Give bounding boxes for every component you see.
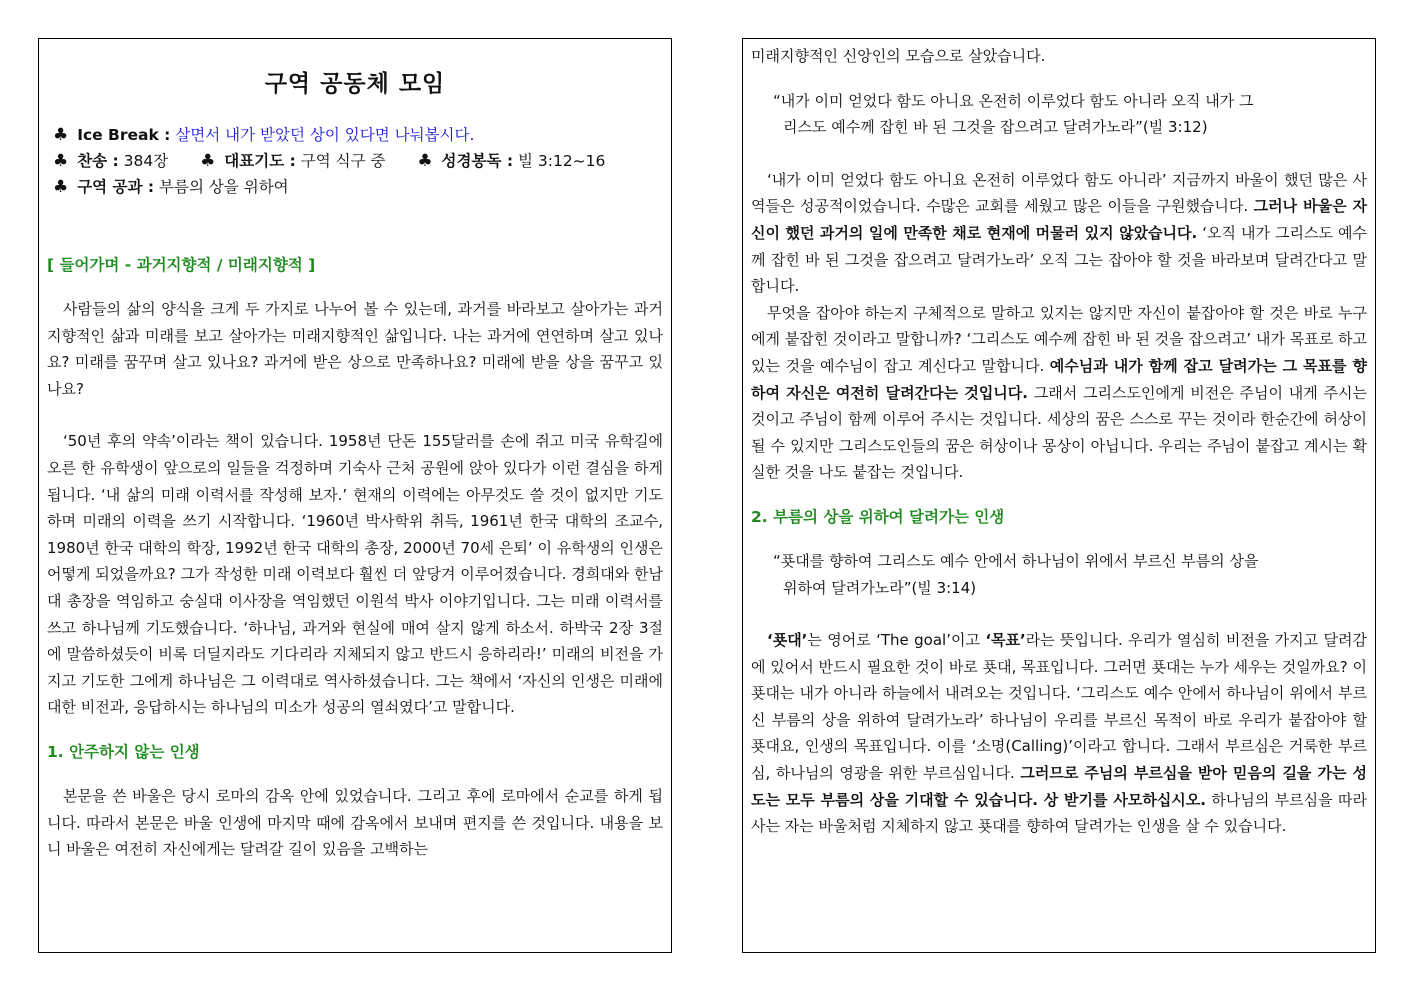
club-icon: ♣ (417, 151, 433, 171)
order-row (53, 148, 663, 174)
club-icon: ♣ (53, 151, 69, 171)
quote2-line2: 위하여 달려가노라”(빌 3:14) (783, 578, 977, 597)
p3-bold-1: ‘푯대’ (767, 631, 808, 650)
p2-text-a: 무엇을 잡아야 하는지 구체적으로 말하고 있지는 않지만 자신이 붙잡아야 할 것은 바로 누구에게 붙잡힌 것이라고 말합니까? ‘그리스도 예수께 잡힌 바 된 것을 잡으려고’ 내가 목표로 하고 있는 것을 예수님이 잡고 계신다고 말합니다. (751, 303, 1367, 375)
intro-heading: [ 들어가며 - 과거지향적 / 미래지향적 ] (47, 256, 316, 274)
p1-bold: 그러나 바울은 자신이 했던 과거의 일에 만족한 채로 현재에 머물러 있지 않았습니다. (751, 197, 1367, 242)
p3-text-a: 는 영어로 ‘The goal’이고 (807, 631, 986, 650)
p3-bold-2: ‘목표’ (985, 631, 1026, 650)
lesson-label: 구역 공과 : (77, 178, 155, 196)
prayer-value: 구역 식구 중 (300, 152, 386, 170)
section1-paragraph-1: 본문을 쓴 바울은 당시 로마의 감옥 안에 있었습니다. 그리고 후에 로마에서 순교를 하게 됩니다. 따라서 본문은 바울 인생에 마지막 때에 감옥에서 보내며 편지를 쓴 것입니다. 내용을 보니 바울은 여전히 자신에게는 달려갈 길이 있음을 고백하는 (47, 786, 663, 859)
club-icon: ♣ (53, 177, 69, 197)
p2-text-b: 그래서 그리스도인에게 비전은 주님이 내게 주시는 것이고 주님이 함께 이루어 주시는 것입니다. 세상의 꿈은 스스로 꾸는 것이라 한순간에 허상이 될 수 있지만 그리스도인들의 꿈은 허상이나 몽상이 아닙니다. 우리는 주님이 붙잡고 계시는 확실한 것을 나도 붙잡는 것입니다. (751, 383, 1368, 482)
hymn-label: 찬송 : (77, 152, 119, 170)
p3-text-c: 하나님의 부르심을 따라 사는 자는 바울처럼 지체하지 않고 푯대를 향하여 달려가는 인생을 살 수 있습니다. (751, 790, 1367, 836)
section2-paragraph-1 (751, 627, 1367, 840)
section2-heading: 2. 부름의 상을 위하여 달려가는 인생 (751, 507, 1005, 526)
p3-bold-3: 그러므로 주님의 부르심을 받아 믿음의 길을 가는 성도는 모두 부름의 상을 기대할 수 있습니다. 상 받기를 사모하십시오. (751, 764, 1367, 809)
meeting-info (47, 122, 663, 200)
quote1-line1: “내가 이미 얻었다 함도 아니요 온전히 이루었다 함도 아니라 오직 내가 그 (773, 91, 1254, 110)
icebreak-row (53, 122, 663, 148)
bible-label: 성경봉독 : (441, 152, 514, 170)
p2-bold: 예수님과 내가 함께 잡고 달려가는 그 목표를 향하여 자신은 여전히 달려간다는 것입니다. (751, 356, 1367, 402)
lesson-value: 부름의 상을 위하여 (159, 178, 289, 196)
lesson-row (53, 174, 663, 200)
p1-text-b: ‘오직 내가 그리스도 예수께 잡힌 바 된 그것을 잡으려고 달려가노라’ 오직 그는 잡아야 할 것을 바라보며 달려간다고 말합니다. (751, 223, 1367, 296)
p1-text-a: ‘내가 이미 얻었다 함도 아니요 온전히 이루었다 함도 아니라’ 지금까지 바울이 했던 많은 사역들은 성공적이었습니다. 수많은 교회를 세웠고 많은 이들을 구원했습니다. (751, 170, 1367, 216)
quote2-line1: “푯대를 향하여 그리스도 예수 안에서 하나님이 위에서 부르신 부름의 상을 (773, 551, 1259, 570)
hymn-value: 384장 (123, 152, 169, 170)
icebreak-value: 살면서 내가 받았던 상이 있다면 나눠봅시다. (175, 126, 475, 144)
page-title: 구역 공동체 모임 (264, 71, 446, 97)
intro-paragraph-2: ‘50년 후의 약속’이라는 책이 있습니다. 1958년 단돈 155달러를 손에 쥐고 미국 유학길에 오른 한 유학생이 앞으로의 일들을 걱정하며 기숙사 근처 공원에 앉아 있다가 이런 결심을 하게 됩니다. ‘내 삶의 미래 이력서를 작성해 보자.’ 현재의 이력에는 아무것도 쓸 것이 없지만 기도하며 미래의 이력을 쓰기 시작합니다. ‘1960년 박사학위 취득, 1961년 한국 대학의 조교수, 1980년 한국 대학의 학장, 1992년 한국 대학의 총장, 2000년 70세 은퇴’ 이 유학생의 인생은 어떻게 되었을까요? 그가 작성한 미래 이력보다 훨씬 더 앞당겨 이루어졌습니다. 경희대와 한남대 총장을 역임하고 숭실대 이사장을 역임했던 이원석 박사 이야기입니다. 그는 미래 이력서를 쓰고 하나님께 기도했습니다. ‘하나님, 과거와 현실에 매여 살지 않게 하소서. 하박국 2장 3절에 말씀하셨듯이 비록 더딜지라도 기다리라 지체되지 않고 반드시 응하리라!’ 미래의 비전을 가지고 기도한 그에게 하나님은 그 이력대로 역사하셨습니다. 그는 책에서 ‘자신의 인생은 미래에 대한 비전과, 응답하시는 하나님의 미소가 성공의 열쇠였다’고 말합니다. (47, 432, 663, 717)
scripture-quote-1 (751, 88, 1367, 141)
left-page (38, 38, 672, 953)
continued-line: 미래지향적인 신앙인의 모습으로 살았습니다. (751, 47, 1046, 65)
prayer-label: 대표기도 : (224, 152, 296, 170)
section1-heading: 1. 안주하지 않는 인생 (47, 742, 200, 761)
section1-paragraph-2 (751, 167, 1367, 300)
p3-text-b: 라는 뜻입니다. 우리가 열심히 비전을 가지고 달려감에 있어서 반드시 필요한 것이 바로 푯대, 목표입니다. 그러면 푯대는 누가 세우는 것일까요? 이 푯대는 내가 아니라 하늘에서 내려오는 것입니다. ‘그리스도 예수 안에서 하나님이 위에서 부르신 부름의 상을 위하여 달려가노라’ 하나님이 우리를 부르신 목적이 바로 우리가 붙잡아야 할 푯대요, 인생의 목표입니다. 이를 ‘소명(Calling)’이라고 합니다. 그래서 부르심은 거룩한 부르심, 하나님의 영광을 위한 부르심입니다. (751, 631, 1367, 783)
section1-paragraph-3 (751, 300, 1367, 486)
scripture-quote-2 (751, 548, 1367, 601)
icebreak-label: Ice Break : (77, 126, 171, 144)
quote1-line2: 리스도 예수께 잡힌 바 된 그것을 잡으려고 달려가노라”(빌 3:12) (783, 118, 1208, 137)
intro-paragraph-1: 사람들의 삶의 양식을 크게 두 가지로 나누어 볼 수 있는데, 과거를 바라보고 살아가는 과거지향적인 삶과 미래를 보고 살아가는 미래지향적인 삶입니다. 나는 과거에 연연하며 살고 있나요? 미래를 꿈꾸며 살고 있나요? 과거에 받은 상으로 만족하나요? 미래에 받을 상을 꿈꾸고 있나요? (47, 300, 663, 398)
right-page (742, 38, 1376, 953)
bible-value: 빌 3:12~16 (517, 152, 606, 170)
club-icon: ♣ (200, 151, 216, 171)
club-icon: ♣ (53, 125, 69, 145)
